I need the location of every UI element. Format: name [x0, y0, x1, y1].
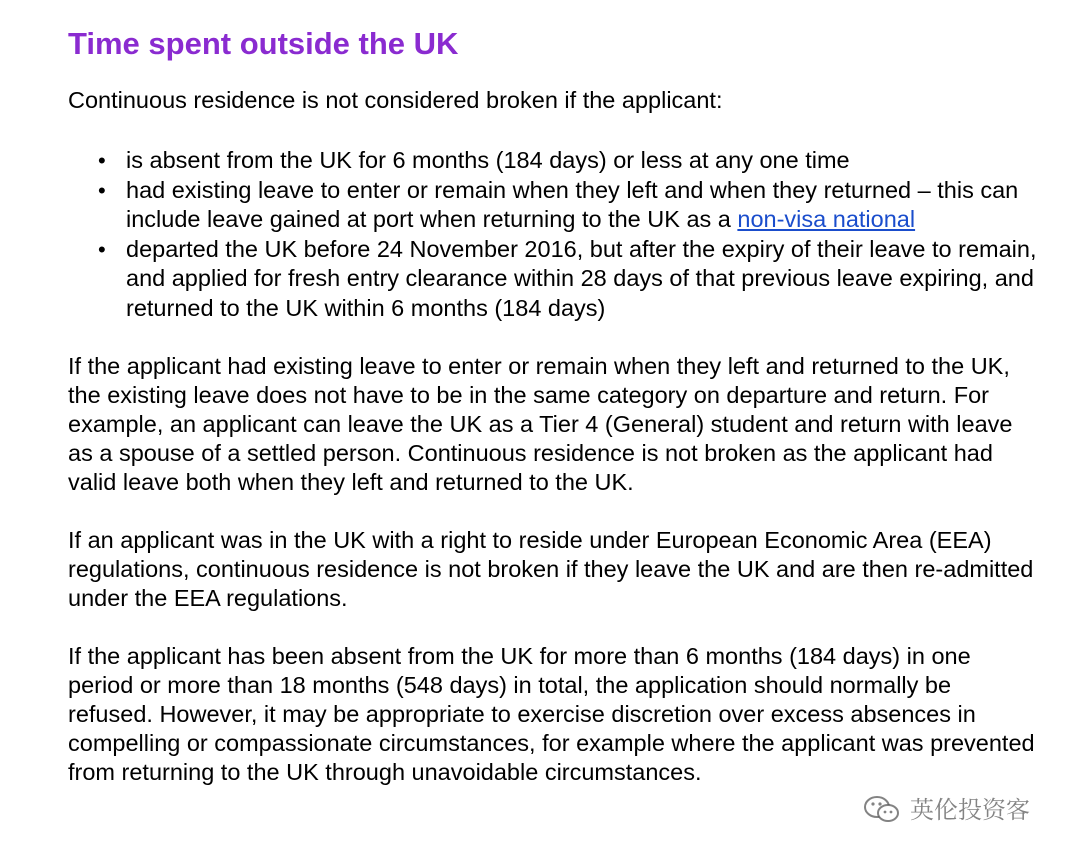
- paragraph-leave-category: If the applicant had existing leave to enter or remain when they left and returned to the UK, the existing leave does not have to be in the same category on departure and return. For example, an applicant can leave the UK as a Tier 4 (General) student and return with leave as a spouse of a settled person. Continuous residence is not broken as the applicant had valid leave both when they left and returned to the UK.: [68, 353, 1013, 495]
- watermark-text: 英伦投资客: [910, 796, 1030, 824]
- intro-text: Continuous residence is not considered broken if the applicant:: [68, 87, 723, 113]
- paragraph-eea: If an applicant was in the UK with a right to reside under European Economic Area (EEA) regulations, continuous residence is not broken if they leave the UK and are then re-admitted under the EEA regulations.: [68, 527, 1034, 611]
- list-item: [68, 235, 1038, 324]
- document-page: [68, 24, 1038, 787]
- paragraph-absences: If the applicant has been absent from the UK for more than 6 months (184 days) in one period or more than 18 months (548 days) in total, the application should normally be refused. However, it may be appropriate to exercise discretion over excess absences in compelling or compassionate circumstances, for example where the applicant was prevented from returning to the UK through unavoidable circumstances.: [68, 643, 1035, 785]
- bullet-icon: •: [98, 177, 106, 203]
- list-item: [68, 146, 1038, 176]
- wechat-icon: [862, 793, 902, 827]
- list-item-text: departed the UK before 24 November 2016, but after the expiry of their leave to remain, and applied for fresh entry clearance within 28 days of that previous leave expiring, and returned to the UK within 6 months (184 days): [126, 235, 1037, 321]
- bullet-icon: •: [98, 148, 106, 173]
- bullet-icon: •: [98, 236, 106, 262]
- list-item-text: is absent from the UK for 6 months (184 days) or less at any one time: [126, 147, 850, 173]
- list-item-text: had existing leave to enter or remain when they left and when they returned – this can include leave gained at port when returning to the UK as a: [126, 176, 1019, 232]
- non-visa-national-link[interactable]: non-visa national: [737, 206, 916, 232]
- list-item: [68, 176, 1038, 235]
- section-title: Time spent outside the UK: [68, 26, 459, 61]
- watermark: [862, 793, 1030, 827]
- condition-list: [68, 146, 1038, 323]
